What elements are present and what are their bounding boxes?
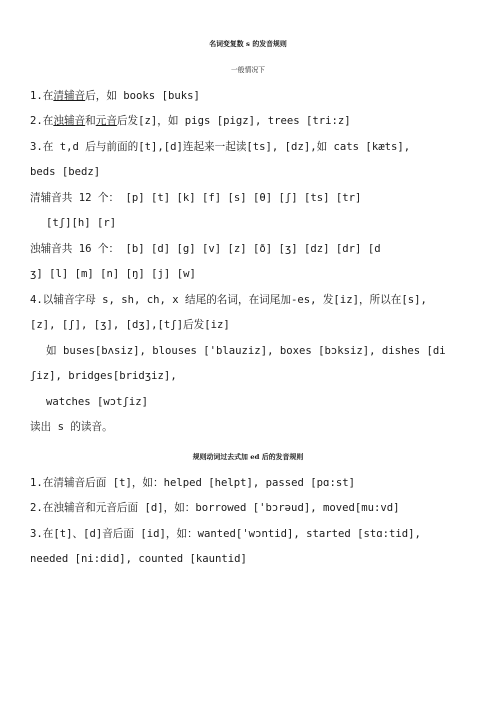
ed-rule-3-line-1: 3.在[t]、[d]音后面 [id]，如：wanted['wɔntid], started [stɑ:tid], xyxy=(30,528,421,540)
rule-1: 1.在清辅音后，如 books [buks] xyxy=(30,90,200,102)
voiceless-consonants-line-2: [tʃ][h] [r] xyxy=(46,217,117,229)
voiced-consonants-line-2: ʒ] [l] [m] [n] [ŋ] [j] [w] xyxy=(30,268,196,280)
voiceless-consonants-line-1: 清辅音共 12 个： [p] [t] [k] [f] [s] [θ] [ʃ] [ts] [tr] xyxy=(30,192,362,204)
page-title: 名词变复数 s 的发音规则 xyxy=(209,40,287,48)
ed-rule-1: 1.在清辅音后面 [t]，如：helped [helpt], passed [pɑ:st] xyxy=(30,477,355,489)
rule-4-examples-line-3: watches [wɔtʃiz] xyxy=(46,396,149,408)
section-2-title: 规则动词过去式加 ed 后的发音规则 xyxy=(192,453,304,461)
subtitle: 一般情况下 xyxy=(231,66,265,74)
rule-2: 2.在浊辅音和元音后发[z]，如 pigs [pigz], trees [tri:z] xyxy=(30,115,351,127)
rule-4-examples-line-1: 如 buses[bʌsiz], blouses ['blauziz], boxes [bɔksiz], dishes [di xyxy=(46,345,446,357)
voiced-consonants-line-1: 浊辅音共 16 个： [b] [d] [g] [v] [z] [ð] [ʒ] [dz] [dr] [d xyxy=(30,243,381,255)
rule-4-line-2: [z], [ʃ], [ʒ], [dʒ],[tʃ]后发[iz] xyxy=(30,319,230,331)
rule-3-line-1: 3.在 t,d 后与前面的[t],[d]连起来一起读[ts], [dz],如 cats [kæts], xyxy=(30,141,411,153)
rule-4-examples-line-2: ʃiz], bridges[bridʒiz], xyxy=(30,370,177,382)
rule-4-line-1: 4.以辅音字母 s, sh, ch, x 结尾的名词，在词尾加-es, 发[iz]，所以在[s], xyxy=(30,294,427,306)
ed-rule-2: 2.在浊辅音和元音后面 [d]，如：borrowed ['bɔrəud], moved[mu:vd] xyxy=(30,502,400,514)
ed-rule-3-line-2: needed [ni:did], counted [kauntid] xyxy=(30,553,247,565)
rule-3-line-2: beds [bedz] xyxy=(30,166,101,178)
note: 读出 s 的读音。 xyxy=(30,421,113,433)
